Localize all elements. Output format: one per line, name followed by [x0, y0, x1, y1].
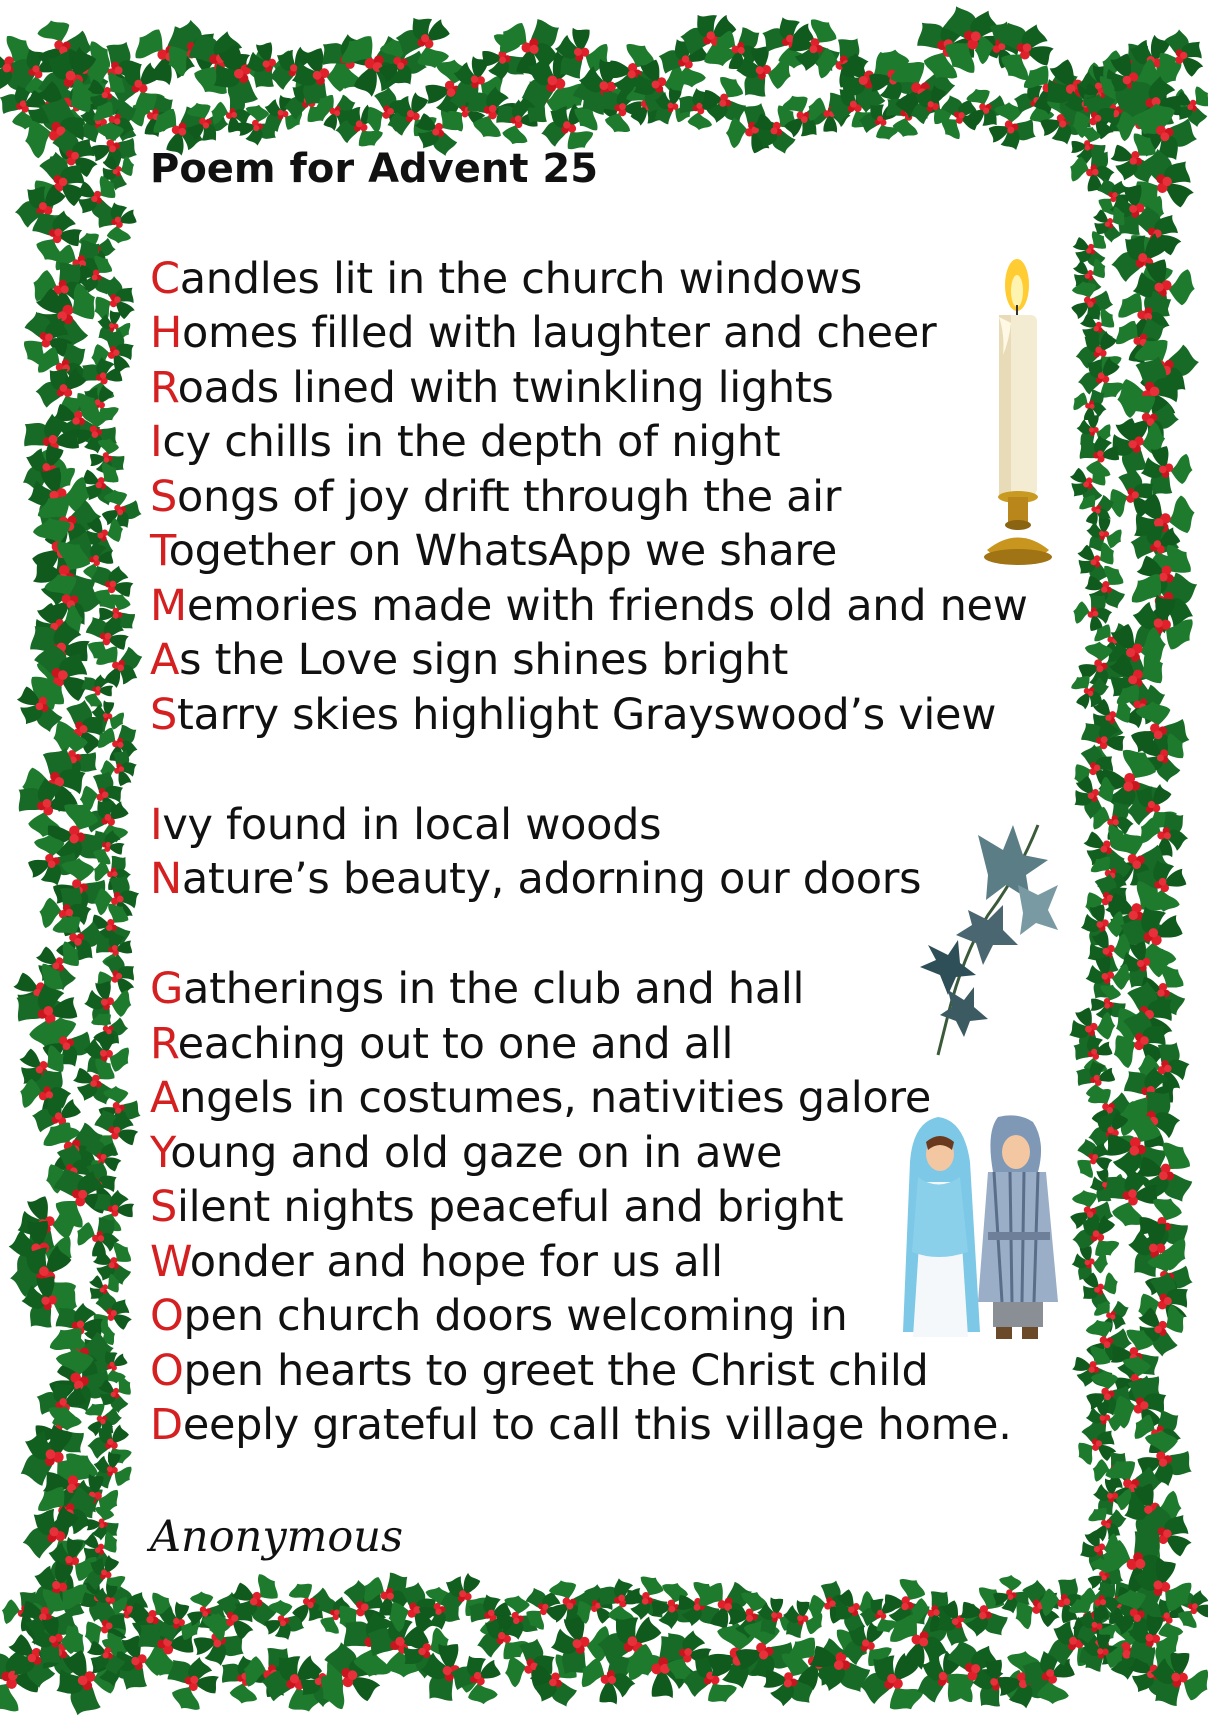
line-text: pen hearts to greet the Christ child	[183, 1346, 929, 1396]
poem-line	[150, 363, 834, 413]
poem-line	[150, 635, 789, 685]
candle-icon	[975, 245, 1060, 570]
poem-line	[150, 1237, 723, 1287]
poem-line	[150, 581, 1028, 631]
nativity-children-icon	[898, 1112, 1063, 1347]
poem-line	[150, 417, 781, 467]
poem-line	[150, 1346, 929, 1396]
line-text: ngels in costumes, nativities galore	[179, 1073, 931, 1123]
acrostic-initial: O	[150, 1346, 184, 1396]
line-text: ogether on WhatsApp we share	[168, 526, 838, 576]
poem-line	[150, 964, 805, 1014]
acrostic-initial: C	[150, 254, 180, 304]
poem-line	[150, 800, 662, 850]
acrostic-initial: N	[150, 854, 182, 904]
poem-line	[150, 1182, 844, 1232]
acrostic-initial: G	[150, 964, 184, 1014]
page-title: Poem for Advent 25	[150, 146, 599, 192]
line-text: pen church doors welcoming in	[183, 1291, 848, 1341]
line-text: ilent nights peaceful and bright	[177, 1182, 844, 1232]
acrostic-initial: H	[150, 308, 183, 358]
acrostic-initial: R	[150, 363, 178, 413]
line-text: tarry skies highlight Grayswood’s view	[177, 690, 997, 740]
acrostic-initial: M	[150, 581, 187, 631]
poem-line	[150, 690, 997, 740]
acrostic-initial: I	[150, 417, 163, 467]
line-text: eaching out to one and all	[177, 1019, 734, 1069]
author-signature: Anonymous	[150, 1512, 404, 1562]
poem-line	[150, 1291, 848, 1341]
poem-line	[150, 254, 863, 304]
poem-line	[150, 1073, 931, 1123]
acrostic-initial: T	[150, 526, 169, 576]
poem-line	[150, 472, 842, 522]
acrostic-initial: O	[150, 1291, 184, 1341]
acrostic-initial: I	[150, 800, 163, 850]
acrostic-initial: W	[150, 1237, 190, 1287]
acrostic-initial: Y	[150, 1128, 171, 1178]
poem-line	[150, 308, 937, 358]
line-text: andles lit in the church windows	[179, 254, 863, 304]
poem-line	[150, 1019, 734, 1069]
line-text: onder and hope for us all	[189, 1237, 723, 1287]
line-text: atherings in the club and hall	[183, 964, 805, 1014]
poem-line	[150, 526, 838, 576]
acrostic-initial: S	[150, 472, 177, 522]
poem-line	[150, 1128, 783, 1178]
poem-line	[150, 1400, 1012, 1450]
poem-line	[150, 854, 922, 904]
line-text: omes filled with laughter and cheer	[182, 308, 937, 358]
acrostic-initial: R	[150, 1019, 178, 1069]
line-text: s the Love sign shines bright	[179, 635, 789, 685]
acrostic-initial: D	[150, 1400, 183, 1450]
line-text: ature’s beauty, adorning our doors	[181, 854, 922, 904]
acrostic-initial: S	[150, 1182, 177, 1232]
ivy-icon	[908, 815, 1063, 1060]
line-text: oung and old gaze on in awe	[170, 1128, 783, 1178]
line-text: cy chills in the depth of night	[162, 417, 781, 467]
line-text: emories made with friends old and new	[186, 581, 1028, 631]
line-text: eeply grateful to call this village home.	[182, 1400, 1012, 1450]
acrostic-initial: S	[150, 690, 177, 740]
line-text: ongs of joy drift through the air	[177, 472, 842, 522]
acrostic-initial: A	[150, 1073, 180, 1123]
line-text: vy found in local woods	[162, 800, 662, 850]
line-text: oads lined with twinkling lights	[177, 363, 834, 413]
acrostic-initial: A	[150, 635, 180, 685]
